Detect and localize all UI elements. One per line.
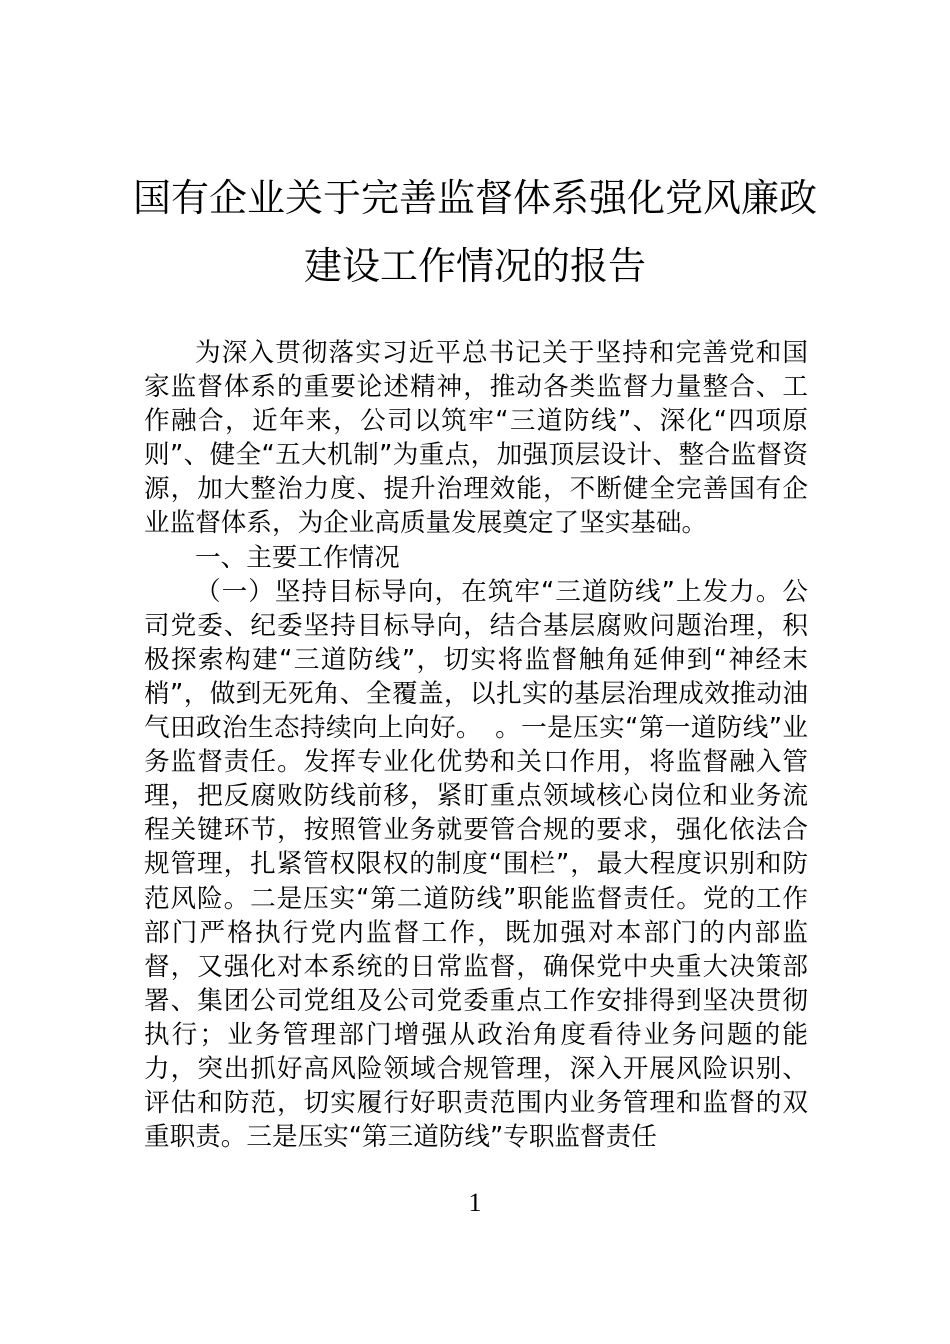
page-number: 1 bbox=[468, 1188, 482, 1217]
document-title-line-2: 建设工作情况的报告 bbox=[303, 244, 646, 288]
subsection-paragraph: （一）坚持目标导向，在筑牢“三道防线”上发力。公司党委、纪委坚持目标导向，结合基层腐败问题治理，积极探索构建“三道防线”，切实将监督触角延伸到“神经末梢”，做到无死角、全覆盖，以扎实的基层治理成效推动油气田政治生态持续向上向好。 。一是压实“第一道防线”业务监督责任。发挥专业化优势和关口作用，将监督融入管理，把反腐败防线前移，紧盯重点领域核心岗位和业务流程关键环节，按照管业务就要管合规的要求，强化依法合规管理，扎紧管权限权的制度“围栏”，最大程度识别和防范风险。二是压实“第二道防线”职能监督责任。党的工作部门严格执行党内监督工作，既加强对本部门的内部监督，又强化对本系统的日常监督，确保党中央重大决策部署、集团公司党组及公司党委重点工作安排得到坚决贯彻执行；业务管理部门增强从政治角度看待业务问题的能力，突出抓好高风险领域合规管理，深入开展风险识别、评估和防范，切实履行好职责范围内业务管理和监督的双重职责。三是压实“第三道防线”专职监督责任 bbox=[144, 576, 808, 1153]
intro-paragraph: 为深入贯彻落实习近平总书记关于坚持和完善党和国家监督体系的重要论述精神，推动各类监督力量整合、工作融合，近年来，公司以筑牢“三道防线”、深化“四项原则”、健全“五大机制”为重点，加强顶层设计、整合监督资源，加大整治力度、提升治理效能，不断健全完善国有企业监督体系，为企业高质量发展奠定了坚实基础。 bbox=[144, 338, 808, 539]
document-title-line-1: 国有企业关于完善监督体系强化党风廉政 bbox=[132, 176, 817, 220]
section-heading: 一、主要工作情况 bbox=[195, 542, 400, 573]
document-body bbox=[144, 336, 808, 1154]
